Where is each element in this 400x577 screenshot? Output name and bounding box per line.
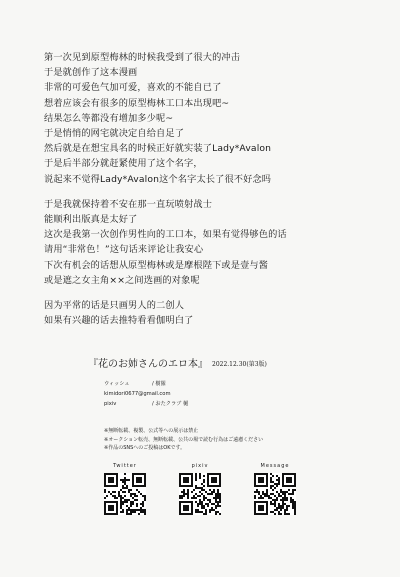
credit-email: kimidori0677@gmail.com (104, 391, 171, 397)
afterword-line: 这次是我第一次创作男性向的工口本，如果有觉得够色的话 (44, 229, 287, 241)
qr-label: pixiv (191, 463, 209, 469)
message-qr-block (254, 463, 296, 515)
afterword-line: 因为平常的话是只画男人的二创人 (44, 300, 185, 312)
colophon-credits (104, 379, 294, 409)
colophon-notes (104, 427, 324, 453)
note-line: ※オークション転売、無断転載、公共の場で読む行為はご遠慮ください (104, 436, 264, 443)
qr-label: Message (260, 463, 290, 469)
pixiv-qr-block (179, 463, 221, 515)
publication-date: 2022.12.30(第3版) (212, 361, 267, 368)
credit-row (104, 379, 294, 389)
afterword-text (44, 50, 384, 338)
credit-row (104, 399, 294, 409)
pixiv-qr-code-icon[interactable] (179, 473, 221, 515)
afterword-line: 于是就创作了这本漫画 (44, 67, 138, 79)
afterword-line: 请用“非常色！”这句话来评论让我安心 (44, 244, 204, 256)
message-qr-code-icon[interactable] (254, 473, 296, 515)
afterword-line: 于是悄悄的网宅就决定自给自足了 (44, 128, 185, 140)
afterword-line: 然后就是在想宝具名的时候正好就实装了Lady*Avalon (44, 143, 272, 155)
credit-value: / 樹羅 (152, 381, 166, 387)
credit-key: ウィッシュ (104, 381, 130, 387)
credit-key: pixiv (104, 401, 117, 407)
colophon-title (88, 355, 267, 370)
credit-value: / おたクラブ 樋 (152, 401, 189, 407)
credit-row (104, 389, 294, 399)
book-title: 『花のお姉さんのエロ本』 (88, 359, 208, 370)
afterword-line: 或是遮之女主角××之间选画的对象呢 (44, 274, 200, 286)
afterword-line: 能顺利出版真是太好了 (44, 214, 138, 226)
afterword-line: 结果怎么等都没有增加多少呢~ (44, 112, 174, 124)
afterword-line: 说起来不觉得Lady*Avalon这个名字太长了很不好念吗 (44, 173, 272, 185)
afterword-line: 非常的可爱色气加可爱，喜欢的不能自已了 (44, 82, 222, 94)
note-line: ※無断転載、複製、公式等への展示は禁止 (104, 428, 199, 434)
afterword-line: 下次有机会的话想从原型梅林或是摩根陛下或是壹与酱 (44, 259, 269, 271)
qr-label: Twitter (113, 463, 137, 469)
afterword-line: 想着应该会有很多的原型梅林工口本出现吧~ (44, 97, 230, 109)
twitter-qr-block (104, 463, 146, 515)
afterword-line: 第一次见到原型梅林的时候我受到了很大的冲击 (44, 52, 241, 63)
afterword-line: 于是后半部分就赶紧使用了这个名字， (44, 158, 203, 170)
afterword-paragraph-2 (44, 197, 384, 288)
afterword-line: 如果有兴趣的话去推特看看伽明白了 (44, 315, 194, 327)
afterword-paragraph-1 (44, 50, 384, 187)
afterword-paragraph-3 (44, 298, 384, 328)
note-line: ※作品のSNSへのご投稿はOKです。 (104, 445, 186, 451)
twitter-qr-code-icon[interactable] (104, 473, 146, 515)
afterword-line: 于是我就保持着不安在那一直玩喷射战士 (44, 198, 213, 210)
